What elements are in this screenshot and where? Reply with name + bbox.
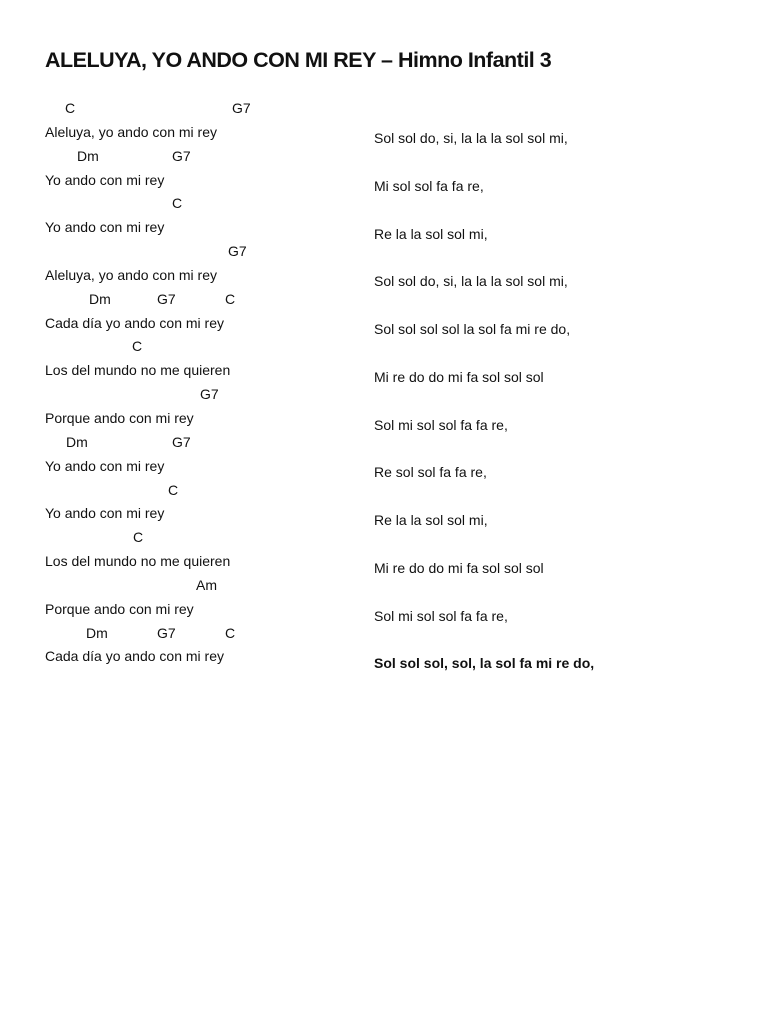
chord-line <box>45 622 365 646</box>
solfege-notes-column <box>374 126 744 699</box>
chord-symbol: C <box>225 624 236 641</box>
solfege-line: Mi re do do mi fa sol sol sol <box>374 559 544 576</box>
lyric-line: Aleluya, yo ando con mi rey <box>45 123 217 140</box>
chord-symbol: G7 <box>232 100 251 116</box>
chord-symbol: Dm <box>66 433 88 450</box>
lyric-line: Yo ando con mi rey <box>45 219 165 236</box>
chord-line <box>45 479 365 503</box>
chord-symbol: Am <box>196 576 217 593</box>
chord-symbol: G7 <box>172 147 191 164</box>
solfege-line: Re sol sol fa fa re, <box>374 464 487 481</box>
chord-line <box>45 192 365 216</box>
solfege-line: Mi re do do mi fa sol sol sol <box>374 368 544 385</box>
chord-symbol: G7 <box>228 243 247 260</box>
lyric-line: Cada día yo ando con mi rey <box>45 314 224 331</box>
lyric-line: Los del mundo no me quieren <box>45 553 231 570</box>
chord-symbol: Dm <box>86 624 108 641</box>
chord-symbol: G7 <box>172 433 191 450</box>
solfege-line: Sol mi sol sol fa fa re, <box>374 607 508 624</box>
solfege-line: Sol sol do, si, la la la sol sol mi, <box>374 130 568 146</box>
chord-line <box>45 526 365 550</box>
lyric-line: Yo ando con mi rey <box>45 457 165 474</box>
solfege-line: Sol sol do, si, la la la sol sol mi, <box>374 273 568 290</box>
chord-symbol: Dm <box>89 290 111 307</box>
lyric-line: Porque ando con mi rey <box>45 600 194 617</box>
chord-symbol: G7 <box>157 624 176 641</box>
chord-symbol: C <box>168 481 179 498</box>
lyrics-with-chords-column <box>45 97 365 669</box>
lyric-line: Porque ando con mi rey <box>45 409 194 426</box>
chord-symbol: C <box>132 338 143 355</box>
chord-symbol: G7 <box>157 290 176 307</box>
lyric-line: Yo ando con mi rey <box>45 505 165 522</box>
chord-symbol: G7 <box>200 386 219 403</box>
chord-line <box>45 574 365 598</box>
solfege-line: Sol mi sol sol fa fa re, <box>374 416 508 433</box>
chord-line <box>45 288 365 312</box>
chord-symbol: C <box>172 195 183 212</box>
solfege-line: Sol sol sol sol la sol fa mi re do, <box>374 321 571 337</box>
lyric-line: Aleluya, yo ando con mi rey <box>45 266 217 283</box>
chord-line <box>45 383 365 407</box>
chord-symbol: C <box>225 290 236 307</box>
chord-symbol: Dm <box>77 147 99 164</box>
chord-line <box>45 145 365 169</box>
solfege-line: Mi sol sol fa fa re, <box>374 177 484 194</box>
solfege-line: Sol sol sol, sol, la sol fa mi re do, <box>374 655 595 672</box>
chord-symbol: C <box>65 100 76 116</box>
solfege-line: Re la la sol sol mi, <box>374 512 488 528</box>
chord-line <box>45 335 365 359</box>
page-title: ALELUYA, YO ANDO CON MI REY – Himno Infantil 3 <box>45 48 552 72</box>
lyric-line: Los del mundo no me quieren <box>45 362 231 379</box>
lyric-line: Yo ando con mi rey <box>45 171 165 188</box>
chord-line <box>45 97 365 121</box>
solfege-line: Re la la sol sol mi, <box>374 225 488 242</box>
chord-symbol: C <box>133 529 144 546</box>
chord-line <box>45 240 365 264</box>
lyric-line: Cada día yo ando con mi rey <box>45 648 224 665</box>
chord-line <box>45 431 365 455</box>
